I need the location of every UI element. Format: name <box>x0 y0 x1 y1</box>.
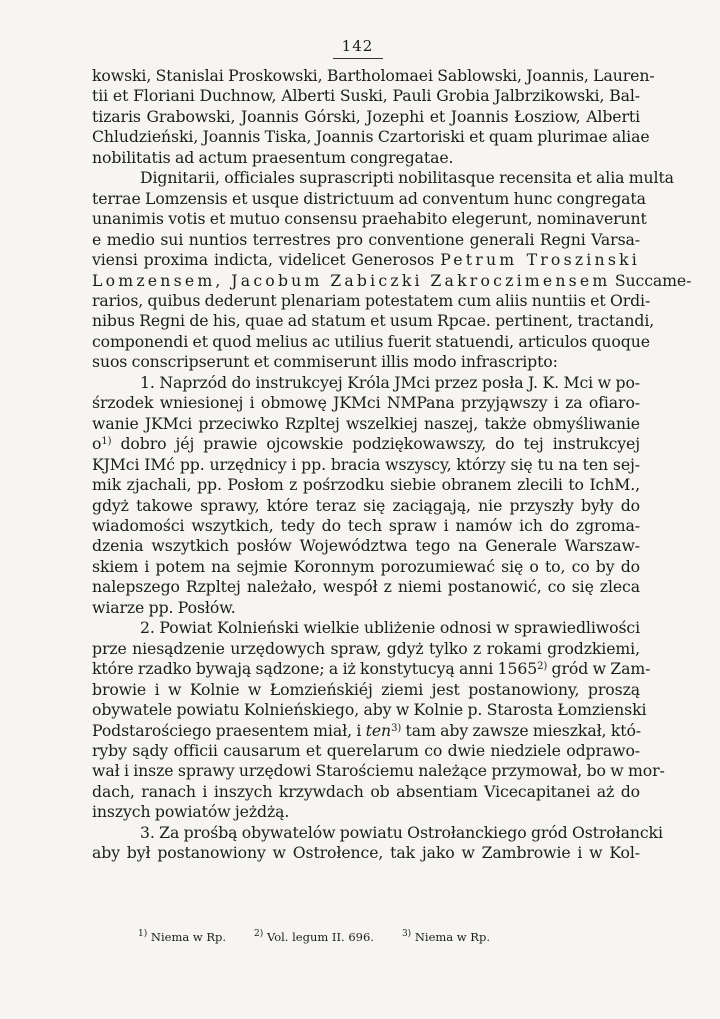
text-line: unanimis votis et mutuo consensu praehabito elegerunt, nominaverunt <box>92 209 647 229</box>
text-line: obywatele powiatu Kolnieńskiego, aby w Kolnie p. Starosta Łomzienski <box>92 700 647 720</box>
text-line: nobilitatis ad actum praesentum congregatae. <box>92 147 454 167</box>
text-line: dzenia wszytkich posłów Województwa tego na Generale Warszaw- <box>92 536 640 556</box>
text-line: aby był postanowiony w Ostrołence, tak jako w Zambrowie i w Kol- <box>92 843 640 863</box>
text-line: skiem i potem na sejmie Koronnym porozumiewać się o to, co by do <box>92 556 640 576</box>
text-line: nibus Regni de his, quae ad statum et usum Rpcae. pertinent, tractandi, <box>92 311 655 331</box>
text-line: KJMci IMć pp. urzędnicy i pp. bracia wszyscy, którzy się tu na ten sej- <box>92 454 640 474</box>
text-line: Chludzieński, Joannis Tiska, Joannis Czartoriski et quam plurimae aliae <box>92 127 650 147</box>
spaced-name: Lomzensem, Jacobum Zabiczki Zakroczimensem <box>92 270 611 290</box>
text-line: dach, ranach i inszych krzywdach ob absentiam Vicecapitanei aż do <box>92 781 640 801</box>
text-line: tizaris Grabowski, Joannis Górski, Jozephi et Joannis Łosziow, Alberti <box>92 106 640 126</box>
text-line: które rzadko bywają sądzone; a iż konstytucyą anni 1565$^{2)}$ gród w Zam- <box>92 659 651 679</box>
text-line: śrzodek wniesionej i obmowę JKMci NMPana przyjąwszy i za ofiaro- <box>92 393 640 413</box>
text-line: e medio sui nuntios terrestres pro conventione generali Regni Varsa- <box>92 229 640 249</box>
text-line: wanie JKMci przeciwko Rzpltej wszelkiej naszej, także obmyśliwanie <box>92 413 640 433</box>
text-line: componendi et quod melius ac utilius fuerit statuendi, articulos quoque <box>92 331 650 351</box>
text-line: terrae Lomzensis et usque districtuum ad conventum hunc congregata <box>92 188 646 208</box>
text-line: prze niesądzenie urzędowych spraw, gdyż tylko z rokami grodzkiemi, <box>92 638 640 658</box>
text-line: rarios, quibus dederunt plenariam potestatem cum aliis nuntiis et Ordi- <box>92 290 651 310</box>
text-line: kowski, Stanislai Proskowski, Bartholomaei Sablowski, Joannis, Lauren- <box>92 66 655 85</box>
footnote-mark: 2) <box>254 929 264 939</box>
text-line: wał i insze sprawy urzędowi Starościemu należące przymował, bo w mor- <box>92 761 665 781</box>
spaced-name: Petrum Troszinski <box>440 250 640 270</box>
text-line: mik zjachali, pp. Posłom z pośrzodku siebie obranem zlecili to IchM., <box>92 475 640 495</box>
text-line: tii et Floriani Duchnow, Alberti Suski, Pauli Grobia Jalbrzikowski, Bal- <box>92 86 640 106</box>
text-line: inszych powiatów jeżdżą. <box>92 802 290 822</box>
text-line: browie i w Kolnie w Łomzieńskiéj ziemi jest postanowiony, proszą <box>92 679 640 699</box>
text-line: 2. Powiat Kolnieński wielkie ubliżenie odnosi w sprawiedliwości <box>140 618 640 638</box>
text-line: Podstarościego praesentem miał, i ten$^{3)}$ tam aby zawsze mieszkał, któ- <box>92 720 641 740</box>
text-line: wiadomości wszytkich, tedy do tech spraw i namów ich do zgroma- <box>92 515 640 535</box>
footnote: $^{2)}$ Vol. legum II. 696. <box>254 929 374 944</box>
page-number: 142 <box>341 37 374 55</box>
body-text <box>92 66 692 864</box>
text-line: viensi proxima indicta, videlicet Generosos Petrum Troszinski <box>92 250 640 270</box>
footnote: $^{3)}$ Niema w Rp. <box>401 929 490 944</box>
text-line: suos conscripserunt et commiserunt illis modo infrascripto: <box>92 352 558 372</box>
text-line: 1. Naprzód do instrukcyej Króla JMci przez posła J. K. Mci w po- <box>140 372 640 392</box>
footnotes <box>138 930 518 944</box>
page-number-rule <box>333 58 383 59</box>
text-line: gdyż takowe sprawy, które teraz się zaciągają, nie przyszły były do <box>92 495 640 515</box>
footnote: $^{1)}$ Niema w Rp. <box>138 929 227 944</box>
text-line: ryby sądy officii causarum et querelarum co dwie niedziele odprawo- <box>92 740 640 760</box>
text-line: 3. Za prośbą obywatelów powiatu Ostrołanckiego gród Ostrołancki <box>140 822 663 842</box>
text-line: wiarze pp. Posłów. <box>92 597 236 617</box>
footnote-mark: 3) <box>401 929 412 939</box>
text-line: $o^{1)}$ dobro jéj prawie ojcowskie podziękowawszy, do tej instrukcyej <box>92 434 640 454</box>
text-line: nalepszego Rzpltej należało, wespół z niemi postanowić, co się zleca <box>92 577 640 597</box>
italic-word: ten <box>365 720 392 740</box>
footnote-ref: 2) <box>537 661 548 673</box>
footnote-ref: 3) <box>391 722 402 734</box>
text-line: Lomzensem, Jacobum Zabiczki Zakroczimensem Succame- <box>92 270 692 290</box>
text-line: Dignitarii, officiales suprascripti nobilitasque recensita et alia multa <box>140 168 674 188</box>
footnote-ref: 1) <box>101 436 112 448</box>
footnote-mark: 1) <box>138 929 148 939</box>
